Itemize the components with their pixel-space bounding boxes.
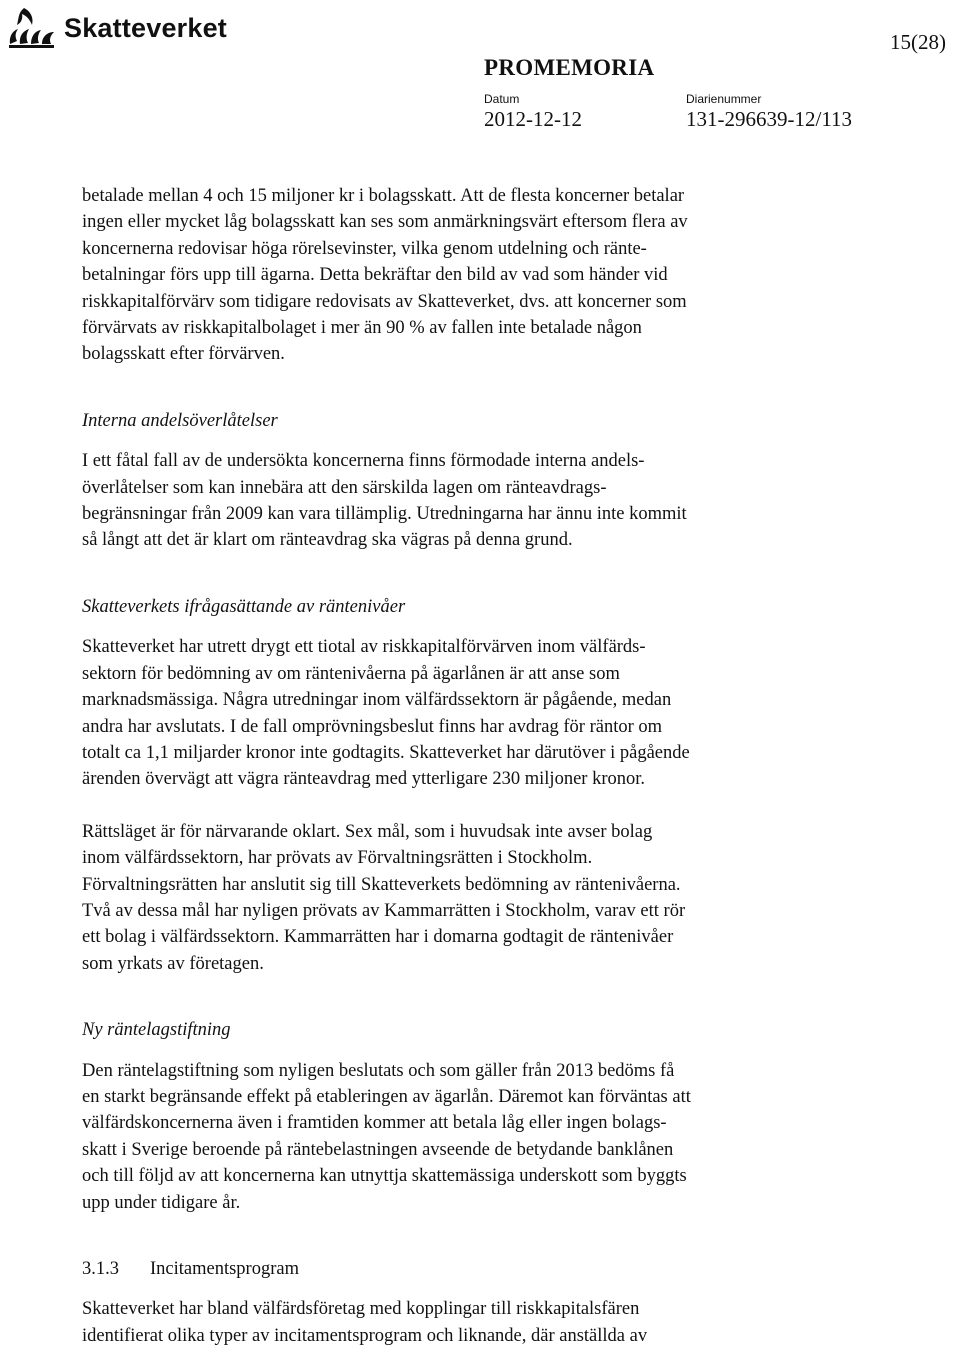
text-line: skatt i Sverige beroende på räntebelastningen avseende de betydande banklånen (82, 1139, 674, 1160)
subheading-internal-transfers: Interna andelsöverlåtelser (82, 410, 278, 431)
diary-number-value: 131-296639-12/113 (686, 107, 853, 131)
text-line: Skatteverket har utrett drygt ett tiotal av riskkapitalförvärven inom välfärds- (82, 637, 646, 658)
paragraph-legal-situation (82, 819, 842, 977)
text-line: bolagsskatt efter förvärven. (82, 344, 285, 365)
text-line: begränsningar från 2009 kan vara tillämplig. Utredningarna har ännu inte kommit (82, 504, 687, 525)
section-heading (82, 1256, 842, 1282)
skatteverket-crown-logo-icon (4, 4, 60, 50)
text-line: I ett fåtal fall av de undersökta koncernerna finns förmodade interna andels- (82, 451, 645, 472)
text-line: välfärdskoncernerna även i framtiden kommer att betala låg eller ingen bolags- (82, 1113, 667, 1134)
text-line: koncernerna redovisar höga rörelsevinster, vilka genom utdelning och ränte- (82, 238, 647, 259)
text-line: inom välfärdssektorn, har prövats av Förvaltningsrätten i Stockholm. (82, 848, 593, 869)
subheading-new-legislation: Ny räntelagstiftning (82, 1020, 231, 1041)
text-line: som yrkats av företagen. (82, 953, 264, 974)
paragraph-corporate-tax (82, 183, 842, 368)
logo-text: Skatteverket (64, 12, 228, 43)
text-line: Två av dessa mål har nyligen prövats av Kammarrätten i Stockholm, varav ett rör (82, 900, 686, 921)
date-label: Datum (484, 92, 520, 106)
text-line: Den räntelagstiftning som nyligen beslutats och som gäller från 2013 bedöms få (82, 1060, 675, 1081)
text-line: betalade mellan 4 och 15 miljoner kr i bolagsskatt. Att de flesta koncerner betalar (82, 186, 685, 206)
diary-number-label: Diarienummer (686, 92, 762, 106)
text-line: ärenden övervägt att vägra ränteavdrag med ytterligare 230 miljoner kronor. (82, 769, 645, 790)
paragraph-internal-transfers (82, 448, 842, 554)
text-line: ett bolag i välfärdssektorn. Kammarrätten har i domarna godtagit de räntenivåer (82, 927, 674, 948)
text-line: riskkapitalförvärv som tidigare redovisats av Skatteverket, dvs. att koncerner som (82, 291, 687, 312)
text-line: betalningar förs upp till ägarna. Detta bekräftar den bild av vad som händer vid (82, 265, 668, 286)
text-line: marknadsmässiga. Några utredningar inom välfärdssektorn är pågående, medan (82, 690, 672, 711)
text-line: Rättsläget är för närvarande oklart. Sex mål, som i huvudsak inte avser bolag (82, 821, 653, 842)
section-title: Incitamentsprogram (150, 1259, 299, 1279)
paragraph-interest-investigation (82, 634, 842, 792)
text-line: andra har avslutats. I de fall omprövningsbeslut finns har avdrag för räntor om (82, 716, 663, 737)
page-number: 15(28) (890, 30, 946, 54)
paragraph-new-legislation (82, 1058, 842, 1216)
text-line: och till följd av att koncernerna kan utnyttja skattemässiga underskott som byggts (82, 1166, 687, 1187)
text-line: ingen eller mycket låg bolagsskatt kan ses som anmärkningsvärt eftersom flera av (82, 212, 688, 233)
document-type: PROMEMORIA (484, 55, 655, 80)
section-number: 3.1.3 (82, 1259, 119, 1279)
text-line: Förvaltningsrätten har anslutit sig till Skatteverkets bedömning av räntenivåerna. (82, 874, 681, 895)
text-line: förvärvats av riskkapitalbolaget i mer än 90 % av fallen inte betalade någon (82, 318, 642, 339)
text-line: sektorn för bedömning av om räntenivåerna på ägarlånen är att anse som (82, 663, 620, 684)
date-value: 2012-12-12 (484, 107, 582, 131)
text-line: totalt ca 1,1 miljarder kronor inte godtagits. Skatteverket har därutöver i pågående (82, 742, 690, 763)
text-line: Skatteverket har bland välfärdsföretag med kopplingar till riskkapitalsfären (82, 1299, 640, 1320)
text-line: en starkt begränsande effekt på etableringen av ägarlån. Däremot kan förväntas att (82, 1086, 691, 1107)
text-line: överlåtelser som kan innebära att den särskilda lagen om ränteavdrags- (82, 477, 607, 498)
document-body (82, 183, 842, 1349)
logo (4, 4, 227, 50)
text-line: så långt att det är klart om ränteavdrag ska vägras på denna grund. (82, 530, 573, 551)
text-line: upp under tidigare år. (82, 1192, 241, 1213)
text-line: identifierat olika typer av incitamentsprogram och liknande, där anställda av (82, 1325, 648, 1346)
paragraph-incentive-programs (82, 1296, 842, 1349)
subheading-interest-levels: Skatteverkets ifrågasättande av räntenivåer (82, 596, 406, 617)
